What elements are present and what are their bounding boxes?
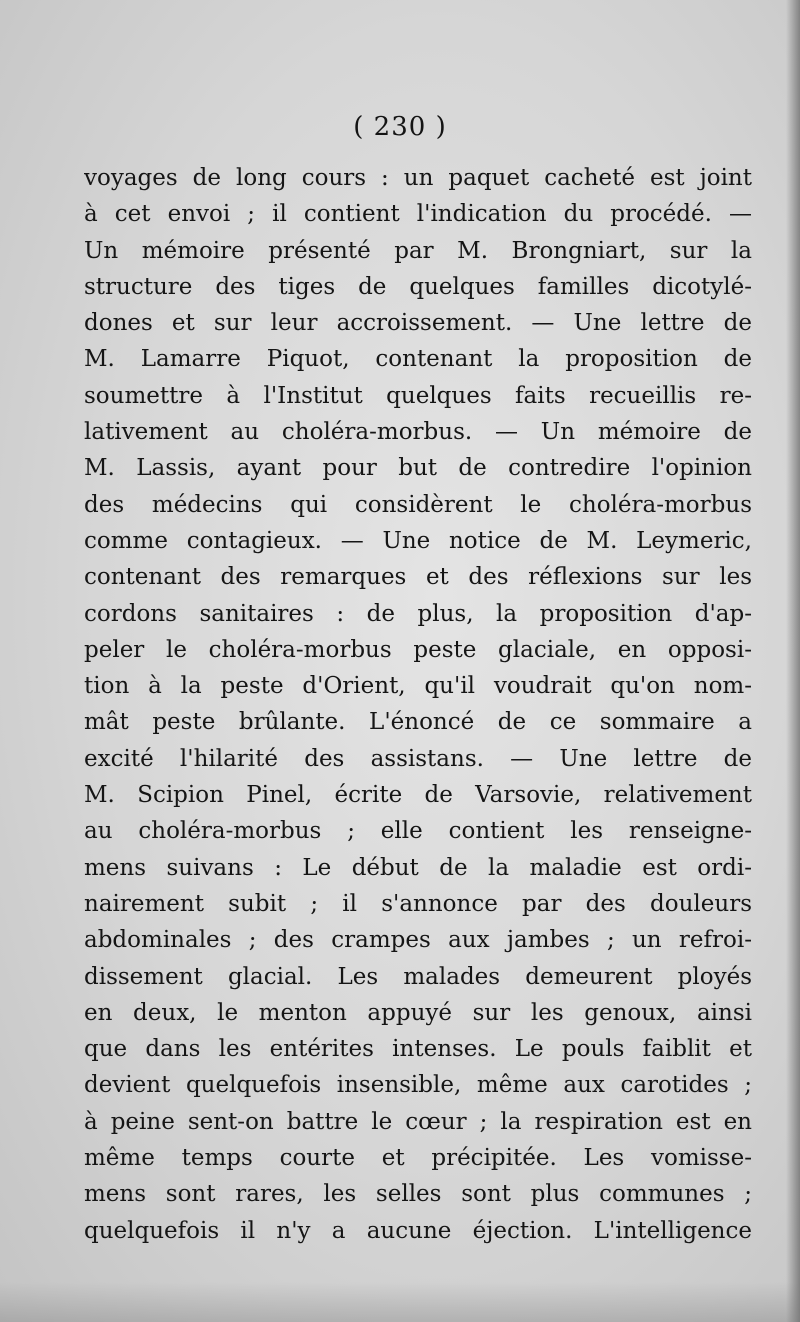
text-line: contenant des remarques et des réflexions sur les bbox=[84, 564, 752, 591]
text-line: structure des tiges de quelques familles dicotylé- bbox=[84, 273, 752, 300]
text-line: M. Scipion Pinel, écrite de Varsovie, relativement bbox=[84, 782, 752, 809]
text-line: tion à la peste d'Orient, qu'il voudrait qu'on nom- bbox=[84, 673, 752, 700]
text-line: mens suivans : Le début de la maladie est ordi- bbox=[84, 854, 752, 881]
text-line: que dans les entérites intenses. Le pouls faiblit et bbox=[84, 1036, 752, 1063]
text-line: peler le choléra-morbus peste glaciale, en opposi- bbox=[84, 636, 752, 663]
text-line: soumettre à l'Institut quelques faits recueillis re- bbox=[84, 382, 752, 409]
body-text bbox=[84, 160, 752, 1249]
text-line: mens sont rares, les selles sont plus communes ; bbox=[84, 1181, 752, 1208]
text-line: des médecins qui considèrent le choléra-morbus bbox=[84, 491, 752, 518]
text-line: quelquefois il n'y a aucune éjection. L'intelligence bbox=[84, 1217, 752, 1244]
text-line: M. Lassis, ayant pour but de contredire l'opinion bbox=[84, 455, 752, 482]
text-line: au choléra-morbus ; elle contient les renseigne- bbox=[84, 818, 752, 845]
text-line: voyages de long cours : un paquet cacheté est joint bbox=[84, 165, 752, 191]
text-line: mât peste brûlante. L'énoncé de ce sommaire a bbox=[84, 709, 752, 736]
text-line: M. Lamarre Piquot, contenant la proposition de bbox=[84, 346, 752, 373]
text-line: dones et sur leur accroissement. — Une lettre de bbox=[84, 310, 752, 337]
page-edge-shadow bbox=[786, 0, 800, 1322]
page-number: ( 230 ) bbox=[353, 112, 447, 142]
text-line: en deux, le menton appuyé sur les genoux, ainsi bbox=[84, 999, 752, 1026]
text-line: excité l'hilarité des assistans. — Une lettre de bbox=[84, 745, 752, 772]
text-line: dissement glacial. Les malades demeurent ployés bbox=[84, 963, 752, 990]
text-line: à peine sent-on battre le cœur ; la respiration est en bbox=[84, 1108, 752, 1135]
text-line: même temps courte et précipitée. Les vomisse- bbox=[84, 1145, 752, 1172]
text-line: abdominales ; des crampes aux jambes ; un refroi- bbox=[84, 927, 752, 954]
text-line: à cet envoi ; il contient l'indication du procédé. — bbox=[84, 201, 752, 228]
text-line: devient quelquefois insensible, même aux carotides ; bbox=[84, 1072, 752, 1099]
text-line: Un mémoire présenté par M. Brongniart, sur la bbox=[84, 237, 752, 264]
text-line: nairement subit ; il s'annonce par des douleurs bbox=[84, 890, 752, 917]
text-line: cordons sanitaires : de plus, la proposition d'ap- bbox=[84, 600, 752, 627]
page-bottom-shade bbox=[0, 1282, 800, 1322]
text-line: comme contagieux. — Une notice de M. Leymeric, bbox=[84, 527, 752, 554]
text-line: lativement au choléra-morbus. — Un mémoire de bbox=[84, 419, 752, 446]
